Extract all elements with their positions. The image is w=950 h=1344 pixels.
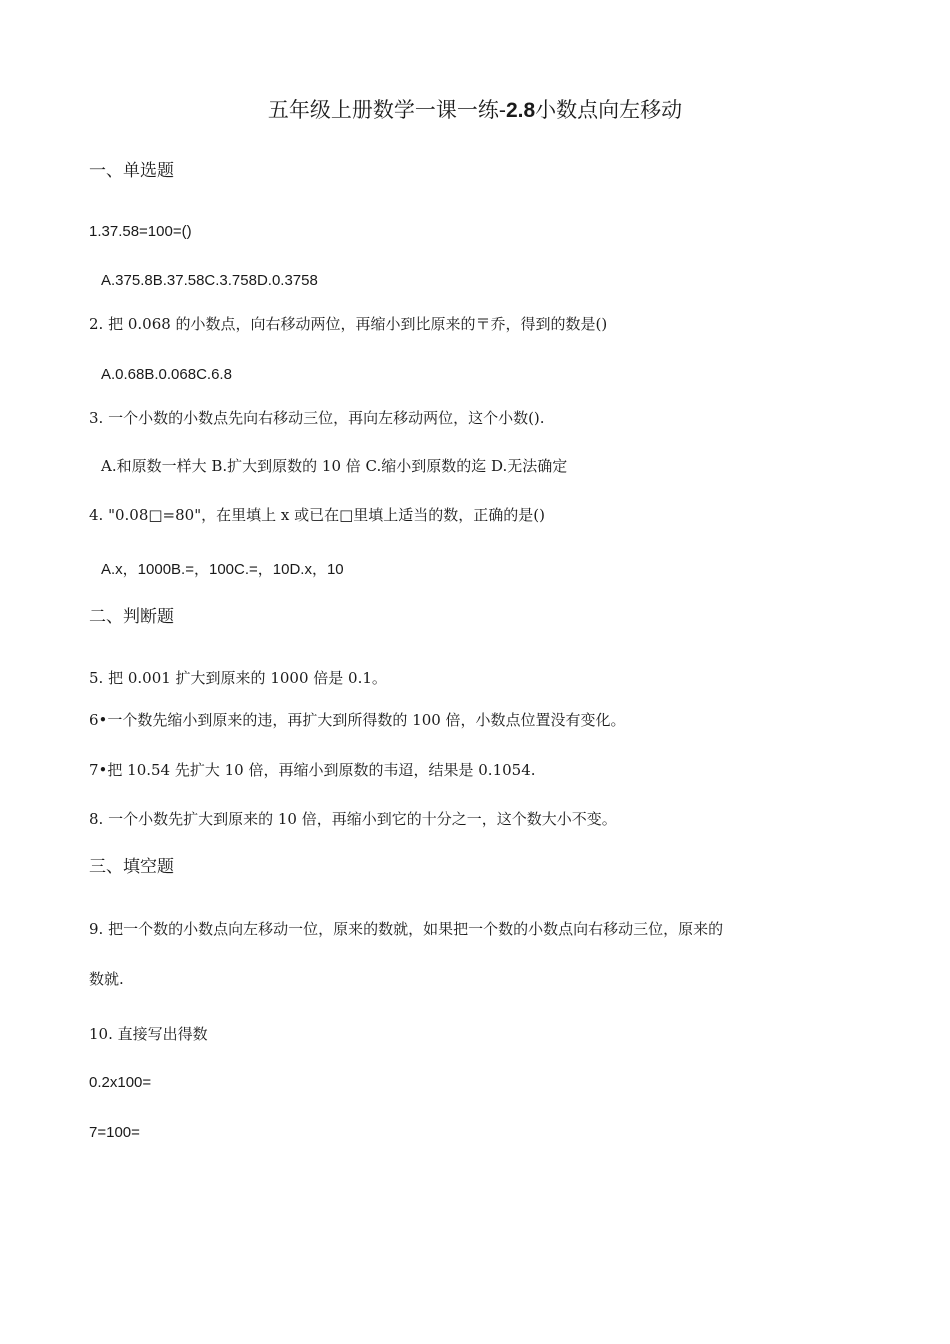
question-4-options: A.x，1000B.=，100C.=，10D.x，10 <box>101 561 344 578</box>
question-2-options: A.0.68B.0.068C.6.8 <box>101 366 232 383</box>
question-10-item-2: 7=100= <box>89 1124 140 1141</box>
question-4: 4. "0.08□=80"，在里填上 x 或已在□里填上适当的数，正确的是() <box>89 506 545 524</box>
question-10: 10. 直接写出得数 <box>89 1025 208 1043</box>
section-heading-fill-blank: 三、填空题 <box>89 857 174 877</box>
title-suffix: 小数点向左移动 <box>535 98 683 122</box>
question-3-options: A.和原数一样大 B.扩大到原数的 10 倍 C.缩小到原数的迄 D.无法确定 <box>101 457 568 475</box>
question-9: 9. 把一个数的小数点向左移动一位，原来的数就，如果把一个数的小数点向右移动三位，原来的 <box>89 920 724 938</box>
question-2: 2. 把 0.068 的小数点，向右移动两位，再缩小到比原来的〒乔，得到的数是() <box>89 315 608 333</box>
question-5: 5. 把 0.001 扩大到原来的 1000 倍是 0.1。 <box>89 669 387 687</box>
title-number: 2.8 <box>505 99 536 122</box>
section-heading-true-false: 二、判断题 <box>89 607 174 627</box>
question-10-item-1: 0.2x100= <box>89 1074 152 1091</box>
section-heading-single-choice: 一、单选题 <box>89 161 174 181</box>
question-7: 7•把 10.54 先扩大 10 倍，再缩小到原数的韦迢，结果是 0.1054. <box>89 761 536 779</box>
question-9-continued: 数就. <box>89 970 124 988</box>
question-6: 6•一个数先缩小到原来的违，再扩大到所得数的 100 倍，小数点位置没有变化。 <box>89 711 626 729</box>
question-1-options: A.375.8B.37.58C.3.758D.0.3758 <box>101 272 318 289</box>
question-8: 8. 一个小数先扩大到原来的 10 倍，再缩小到它的十分之一，这个数大小不变。 <box>89 810 617 828</box>
title-prefix: 五年级上册数学一课一练- <box>267 98 506 122</box>
question-3: 3. 一个小数的小数点先向右移动三位，再向左移动两位，这个小数(). <box>89 409 545 427</box>
page-title <box>0 95 950 126</box>
question-1: 1.37.58=100=() <box>89 223 192 240</box>
